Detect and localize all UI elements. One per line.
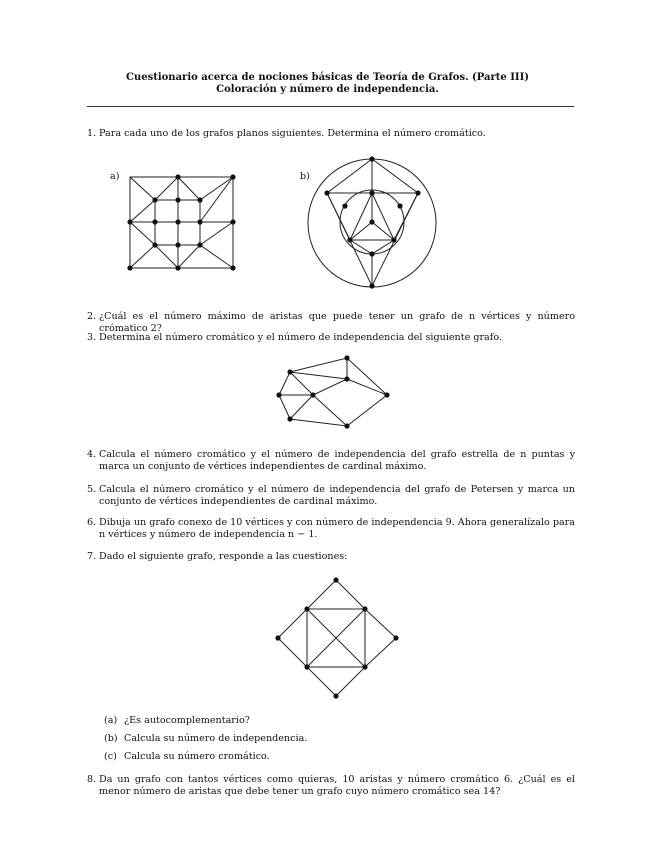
question-number: 2.	[87, 311, 97, 322]
title-line-1: Cuestionario acerca de nociones básicas de Teoría de Grafos. (Parte III)	[125, 72, 530, 83]
figure-1b-graph	[298, 155, 440, 291]
square-graph-svg	[272, 574, 402, 702]
question-text: Calcula el número cromático y el número de independencia del grafo estrella de n puntas y marca un conjunto de vértices independientes de cardinal máximo.	[99, 449, 575, 472]
subitem-label: (c)	[104, 751, 117, 762]
question-number: 1.	[87, 128, 97, 139]
question-number: 5.	[87, 484, 97, 495]
figure-3-graph	[274, 352, 392, 434]
figure-label-a: a)	[110, 171, 120, 182]
subitem-text: Calcula su número de independencia.	[124, 733, 308, 744]
question-text: Dado el siguiente grafo, responde a las cuestiones:	[99, 551, 348, 562]
header-rule	[87, 106, 574, 107]
question-text: Calcula el número cromático y el número de independencia del grafo de Petersen y marca un conjunto de vértices independientes de cardinal máximo.	[99, 484, 575, 507]
question-text: Dibuja un grafo conexo de 10 vértices y con número de independencia 9. Ahora generalízalo para n vértices y número de independencia n − 1.	[99, 517, 575, 540]
question-number: 4.	[87, 449, 97, 460]
question-text: Para cada uno de los grafos planos siguientes. Determina el número cromático.	[99, 128, 486, 139]
question-text: Determina el número cromático y el número de independencia del siguiente grafo.	[99, 332, 502, 343]
subitem-text: Calcula su número cromático.	[124, 751, 270, 762]
figure-1a-graph	[108, 170, 238, 270]
subitem-label: (a)	[104, 715, 118, 726]
question-number: 6.	[87, 517, 97, 528]
question-text: ¿Cuál es el número máximo de aristas que puede tener un grafo de n vértices y número crómatico 2?	[99, 311, 575, 334]
figure-label-b: b)	[300, 171, 310, 182]
grid-graph-svg	[108, 170, 238, 270]
question-text: Da un grafo con tantos vértices como quieras, 10 aristas y número cromático 6. ¿Cuál es el menor número de aristas que debe tener un grafo cuyo número cromático sea 14?	[99, 774, 575, 797]
question-number: 7.	[87, 551, 97, 562]
figure-7-graph	[272, 574, 402, 702]
question-number: 8.	[87, 774, 97, 785]
subitem-text: ¿Es autocomplementario?	[124, 715, 250, 726]
subitem-label: (b)	[104, 733, 118, 744]
circle-graph-svg	[298, 155, 440, 291]
heptagon-graph-svg	[274, 352, 392, 434]
question-number: 3.	[87, 332, 97, 343]
title-line-2: Coloración y número de independencia.	[216, 84, 439, 95]
